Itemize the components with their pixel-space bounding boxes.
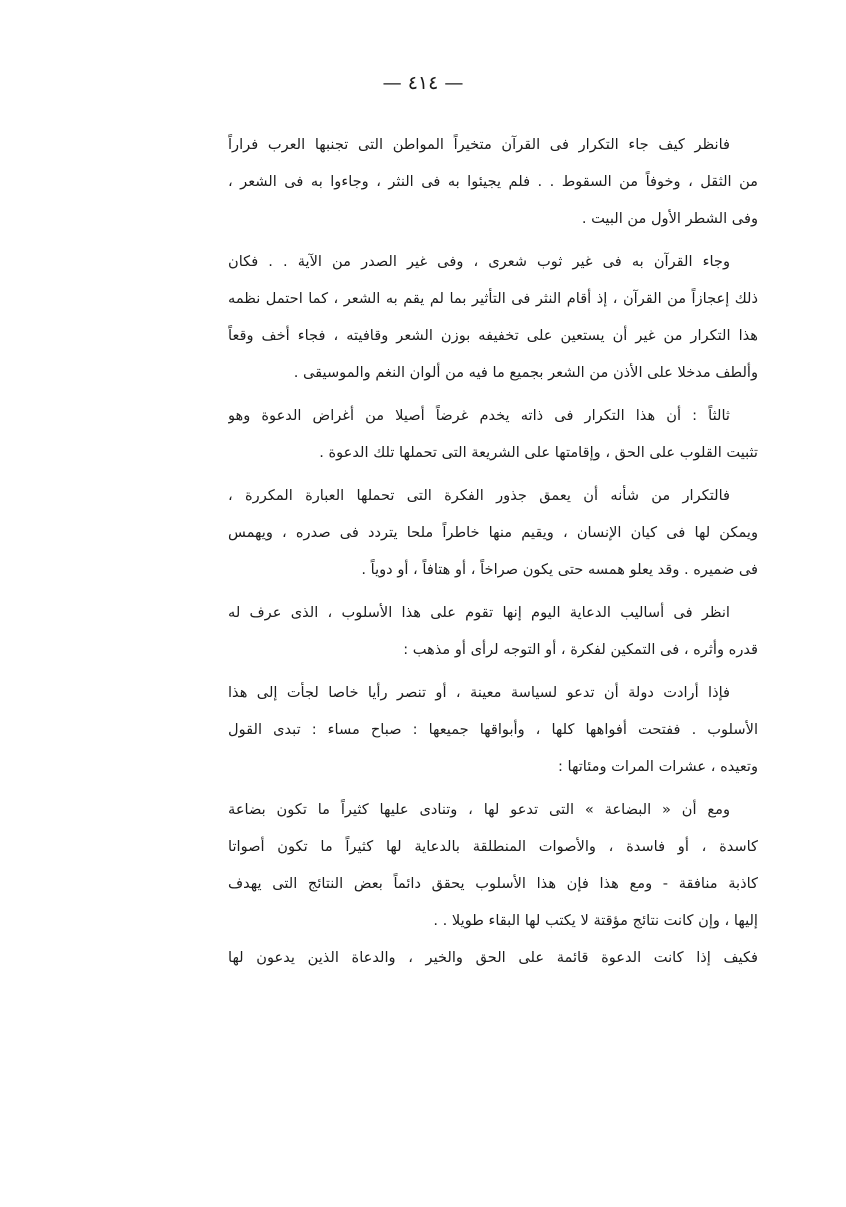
body-text bbox=[228, 126, 758, 976]
paragraph-6-line-2: الأسلوب . ففتحت أفواهها كلها ، وأبواقها جميعها : صباح مساء : تبدى القول bbox=[228, 721, 758, 738]
paragraph-1-line-2: من الثقل ، وخوفاً من السقوط . . فلم يجيئوا به فى النثر ، وجاءوا به فى الشعر ، bbox=[228, 173, 758, 190]
paragraph-4-line-2: ويمكن لها فى كيان الإنسان ، ويقيم منها خاطراً ملحا يتردد فى صدره ، ويهمس bbox=[228, 524, 758, 541]
paragraph-7-line-1: ومع أن « البضاعة » التى تدعو لها ، وتنادى عليها كثيراً ما تكون بضاعة bbox=[228, 801, 730, 818]
paragraph-6-line-3: وتعيده ، عشرات المرات ومئاتها : bbox=[558, 758, 758, 775]
paragraph-8-line-1: فكيف إذا كانت الدعوة قائمة على الحق والخير ، والدعاة الذين يدعون لها bbox=[228, 949, 758, 966]
paragraph-5-line-1: انظر فى أساليب الدعاية اليوم إنها تقوم على هذا الأسلوب ، الذى عرف له bbox=[228, 604, 730, 621]
paragraph-7-line-4: إليها ، وإن كانت نتائج مؤقتة لا يكتب لها البقاء طويلا . . bbox=[433, 912, 758, 929]
paragraph-2-line-4: وألطف مدخلا على الأذن من الشعر بجميع ما فيه من ألوان النغم والموسيقى . bbox=[293, 364, 758, 381]
paragraph-4-line-1: فالتكرار من شأنه أن يعمق جذور الفكرة التى تحملها العبارة المكررة ، bbox=[228, 487, 730, 504]
paragraph-4-line-3: فى ضميره . وقد يعلو همسه حتى يكون صراخاً ، أو هتافاً ، أو دوياً . bbox=[361, 561, 758, 578]
paragraph-3-line-1: ثالثاً : أن هذا التكرار فى ذاته يخدم غرضاً أصيلا من أغراض الدعوة وهو bbox=[228, 407, 730, 424]
paragraph-5-line-2: قدره وأثره ، فى التمكين لفكرة ، أو التوجه لرأى أو مذهب : bbox=[403, 641, 758, 658]
paragraph-7-line-2: كاسدة ، أو فاسدة ، والأصوات المنطلقة بالدعاية لها كثيراً ما تكون أصواتا bbox=[228, 838, 758, 855]
paragraph-6-line-1: فإذا أرادت دولة أن تدعو لسياسة معينة ، أو تنصر رأيا خاصا لجأت إلى هذا bbox=[228, 684, 730, 701]
paragraph-1-line-1: فانظر كيف جاء التكرار فى القرآن متخيراً المواطن التى تجنبها العرب فراراً bbox=[228, 136, 730, 153]
paragraph-2-line-3: هذا التكرار من غير أن يستعين على تخفيفه بوزن الشعر وقافيته ، فجاء أخف وقعاً bbox=[228, 327, 758, 344]
page-number: — ٤١٤ — bbox=[382, 72, 464, 94]
paragraph-7-line-3: كاذبة منافقة - ومع هذا فإن هذا الأسلوب يحقق دائماً بعض النتائج التى يهدف bbox=[228, 875, 758, 892]
paragraph-2-line-1: وجاء القرآن به فى غير ثوب شعرى ، وفى غير الصدر من الآية . . فكان bbox=[228, 253, 730, 270]
paragraph-2-line-2: ذلك إعجازاً من القرآن ، إذ أقام النثر فى التأثير بما لم يقم به الشعر ، كما احتمل نظمه bbox=[228, 290, 758, 307]
paragraph-1-line-3: وفى الشطر الأول من البيت . bbox=[581, 210, 758, 227]
paragraph-3-line-2: تثبيت القلوب على الحق ، وإقامتها على الشريعة التى تحملها تلك الدعوة . bbox=[319, 444, 758, 461]
